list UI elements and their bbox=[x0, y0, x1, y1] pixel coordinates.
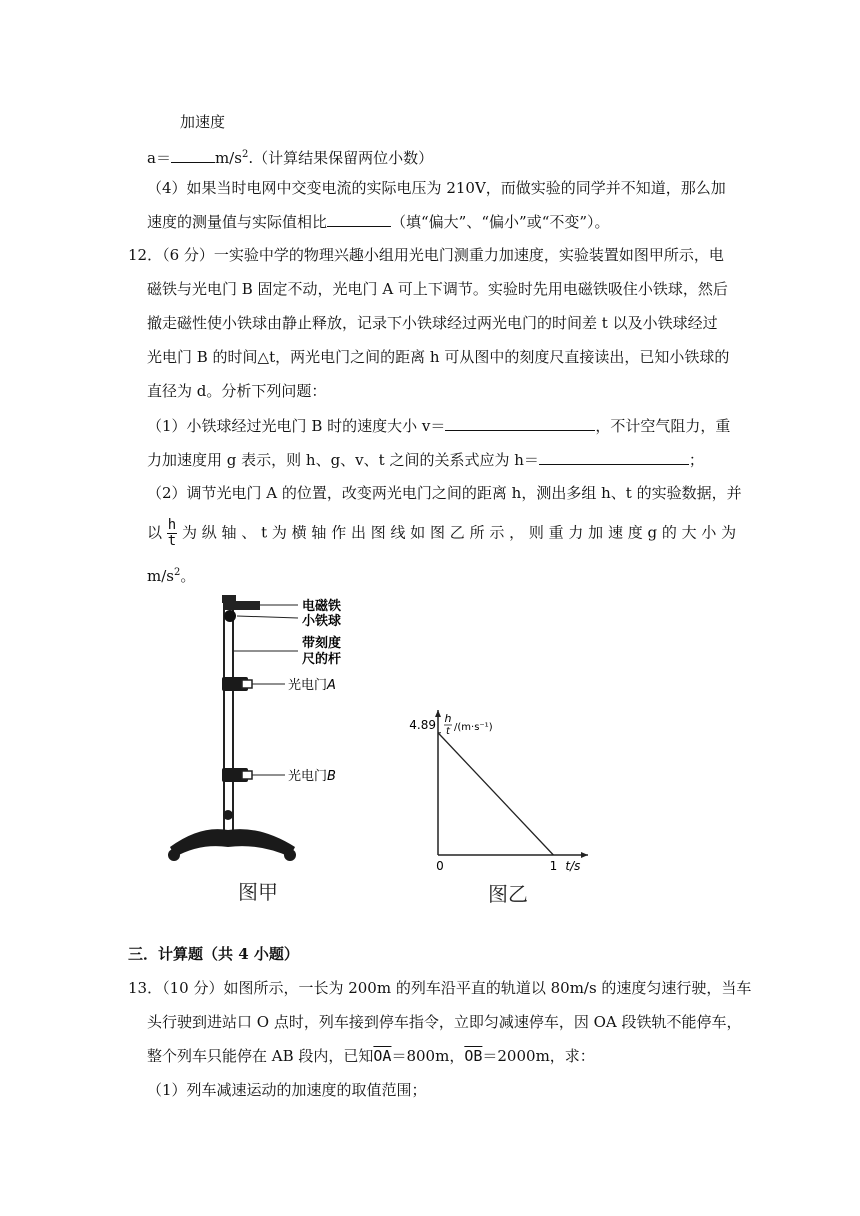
question-12-line: 直径为 d。分析下列问题： bbox=[147, 382, 327, 400]
text-line bbox=[147, 145, 433, 168]
data-line bbox=[438, 733, 553, 855]
superscript: 2 bbox=[241, 149, 249, 160]
text-fragment: 速度的测量值与实际值相比 bbox=[147, 213, 328, 231]
text-fragment: 为 纵 轴 、 t 为 横 轴 作 出 图 线 如 图 乙 所 示 ， 则 重 力 加 速 度 g 的 大 小 为 bbox=[182, 523, 737, 542]
question-12-line: 撤走磁性使小铁球由静止释放，记录下小铁球经过两光电门的时间差 t 以及小铁球经过 bbox=[147, 314, 718, 332]
question-12-line bbox=[147, 449, 704, 470]
y-tick-label: 4.89 bbox=[409, 717, 436, 732]
question-13-line: （1）列车减速运动的加速度的取值范围； bbox=[147, 1081, 427, 1099]
x-tick-label: 1 bbox=[549, 859, 558, 873]
question-12-line bbox=[147, 563, 195, 586]
question-12-line: 光电门 B 的时间△t，两光电门之间的距离 h 可从图中的刻度尺直接读出，已知小铁球的 bbox=[147, 348, 730, 366]
base-foot bbox=[284, 849, 296, 861]
text-fragment: （1）小铁球经过光电门 B 时的速度大小 v＝ bbox=[147, 417, 446, 435]
question-12-line bbox=[147, 415, 730, 436]
text-line: （4）如果当时电网中交变电流的实际电压为 210V，而做实验的同学并不知道，那么加 bbox=[147, 179, 726, 197]
segment-oa: $\overline{OA}$ bbox=[373, 1047, 392, 1065]
leader-line bbox=[237, 616, 298, 618]
electromagnet-cap bbox=[222, 595, 236, 603]
y-label-denominator: t bbox=[446, 726, 450, 737]
superscript: 2 bbox=[173, 567, 181, 578]
x-axis-label: t/s bbox=[565, 859, 581, 873]
question-12-line bbox=[147, 518, 736, 549]
photogate-b-sensor bbox=[242, 771, 252, 779]
y-axis-arrow bbox=[435, 710, 441, 717]
y-axis-label bbox=[444, 712, 493, 737]
text-fragment: ＝2000m，求： bbox=[482, 1047, 595, 1065]
text-fragment: 力加速度用 g 表示，则 h、g、v、t 之间的关系式应为 h＝ bbox=[147, 451, 539, 469]
text-fragment: （填“偏大”、“偏小”或“不变”）。 bbox=[391, 213, 610, 231]
answer-blank[interactable] bbox=[445, 415, 595, 431]
fraction-denominator: t bbox=[167, 533, 177, 549]
text-fragment: ； bbox=[688, 451, 704, 469]
answer-blank[interactable] bbox=[327, 211, 391, 227]
text-fragment: ＝800m， bbox=[391, 1047, 465, 1065]
question-13-line: 13．（10 分）如图所示，一长为 200m 的列车沿平直的轨道以 80m/s 的速度匀速行驶，当车 bbox=[128, 979, 752, 997]
x-axis-arrow bbox=[581, 852, 588, 858]
tripod-base bbox=[170, 829, 295, 857]
fraction-h-over-t bbox=[167, 518, 177, 549]
question-12-line: 磁铁与光电门 B 固定不动，光电门 A 可上下调节。实验时先用电磁铁吸住小铁球，然后 bbox=[147, 280, 728, 298]
question-13-line bbox=[147, 1046, 595, 1066]
answer-blank[interactable] bbox=[539, 449, 689, 465]
rod-clamp bbox=[223, 810, 233, 820]
text-fragment: .（计算结果保留两位小数） bbox=[248, 149, 434, 167]
y-label-unit: /(m·s⁻¹) bbox=[454, 722, 493, 733]
text-fragment: 整个列车只能停在 AB 段内，已知 bbox=[147, 1047, 374, 1065]
answer-blank[interactable] bbox=[171, 147, 215, 163]
gate-b-label: 光电门B bbox=[288, 769, 336, 784]
text-fragment: ，不计空气阻力，重 bbox=[595, 417, 731, 435]
scale-rod bbox=[224, 599, 233, 835]
text-fragment: 以 bbox=[147, 523, 163, 542]
photogate-a-sensor bbox=[242, 680, 252, 688]
segment-ob: $\overline{OB}$ bbox=[464, 1047, 483, 1065]
rod-label-line2: 尺的杆 bbox=[302, 652, 342, 667]
fraction-numerator: h bbox=[167, 517, 177, 533]
y-label-numerator: h bbox=[444, 712, 452, 725]
apparatus-figure bbox=[150, 585, 410, 885]
figure-yi-caption: 图乙 bbox=[488, 882, 528, 906]
rod-label-line1: 带刻度 bbox=[302, 636, 342, 651]
question-12-line: 12．（6 分）一实验中学的物理兴趣小组用光电门测重力加速度，实验装置如图甲所示，电 bbox=[128, 246, 724, 264]
question-13-line: 头行驶到进站口 O 点时，列车接到停车指令，立即匀减速停车，因 OA 段铁轨不能停车， bbox=[147, 1013, 742, 1031]
iron-ball bbox=[224, 610, 236, 622]
text-fragment: 。 bbox=[180, 567, 196, 585]
text-line bbox=[147, 211, 610, 232]
unit-text: m/s bbox=[147, 567, 174, 585]
text-line: 加速度 bbox=[180, 113, 226, 131]
magnet-label: 电磁铁 bbox=[302, 599, 342, 614]
graph-figure bbox=[409, 705, 610, 905]
text-fragment: a＝ bbox=[147, 149, 171, 167]
ball-label: 小铁球 bbox=[302, 614, 342, 629]
section-heading: 三．计算题（共 4 小题） bbox=[128, 945, 299, 963]
question-12-line: （2）调节光电门 A 的位置，改变两光电门之间的距离 h，测出多组 h、t 的实验数据，并 bbox=[147, 484, 742, 502]
figure-jia-caption: 图甲 bbox=[238, 880, 278, 904]
base-foot bbox=[168, 849, 180, 861]
unit-text: m/s bbox=[214, 149, 242, 167]
gate-a-label: 光电门A bbox=[288, 678, 336, 693]
origin-label: 0 bbox=[436, 859, 444, 873]
